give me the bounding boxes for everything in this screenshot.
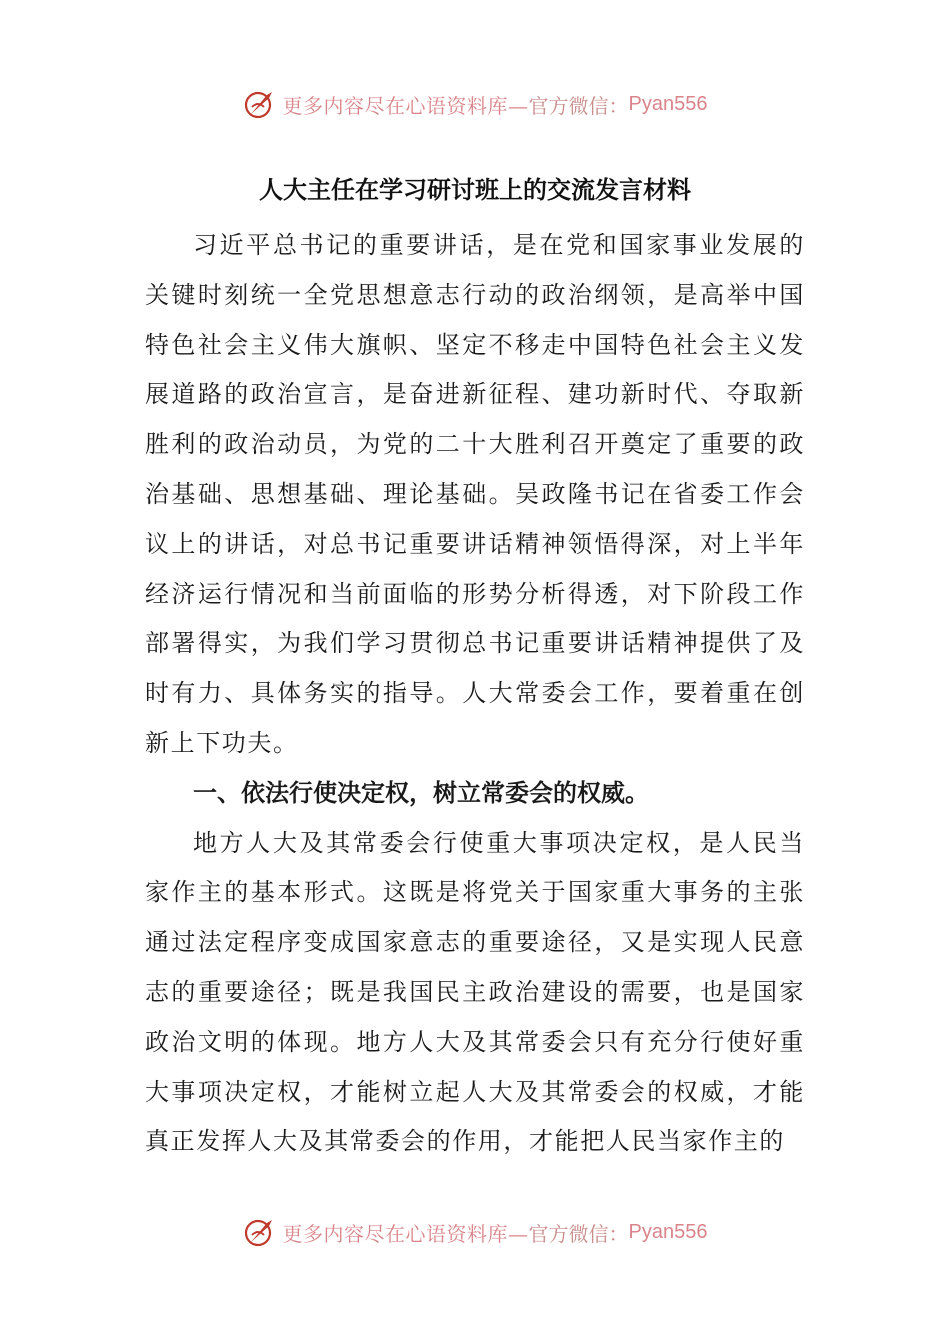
section-paragraph: 地方人大及其常委会行使重大事项决定权，是人民当家作主的基本形式。这既是将党关于国家重大事务的主张通过法定程序变成国家意志的重要途径，又是实现人民意志的重要途径；既是我国民主政治建设的需要，也是国家政治文明的体现。地方人大及其常委会只有充分行使好重大事项决定权，才能树立起人大及其常委会的权威，才能真正发挥人大及其常委会的作用，才能把人民当家作主的 [145, 828, 805, 1156]
watermark-banner-top [0, 84, 950, 124]
document-body [145, 221, 805, 1167]
watermark-wechat-id: Pyan556 [628, 1220, 708, 1243]
document-title: 人大主任在学习研讨班上的交流发言材料 [259, 176, 691, 204]
quill-logo-icon [243, 1215, 277, 1249]
watermark-wechat-label: 官方微信： [528, 93, 629, 118]
section-heading: 一、依法行使决定权，树立常委会的权威。 [193, 778, 649, 807]
quill-logo-icon [243, 87, 277, 121]
watermark-wechat-id: Pyan556 [628, 92, 708, 115]
watermark-text: 更多内容尽在心语资料库— [282, 1221, 529, 1246]
watermark-wechat-label: 官方微信： [528, 1221, 629, 1246]
paragraph: 习近平总书记的重要讲话，是在党和国家事业发展的关键时刻统一全党思想意志行动的政治纲领，是高举中国特色社会主义伟大旗帜、坚定不移走中国特色社会主义发展道路的政治宣言，是奋进新征程、建功新时代、夺取新胜利的政治动员，为党的二十大胜利召开奠定了重要的政治基础、思想基础、理论基础。吴政隆书记在省委工作会议上的讲话，对总书记重要讲话精神领悟得深，对上半年经济运行情况和当前面临的形势分析得透，对下阶段工作部署得实，为我们学习贯彻总书记重要讲话精神提供了及时有力、具体务实的指导。人大常委会工作，要着重在创新上下功夫。 [145, 231, 805, 757]
watermark-banner-bottom [0, 1212, 950, 1252]
watermark-text: 更多内容尽在心语资料库— [282, 93, 529, 118]
